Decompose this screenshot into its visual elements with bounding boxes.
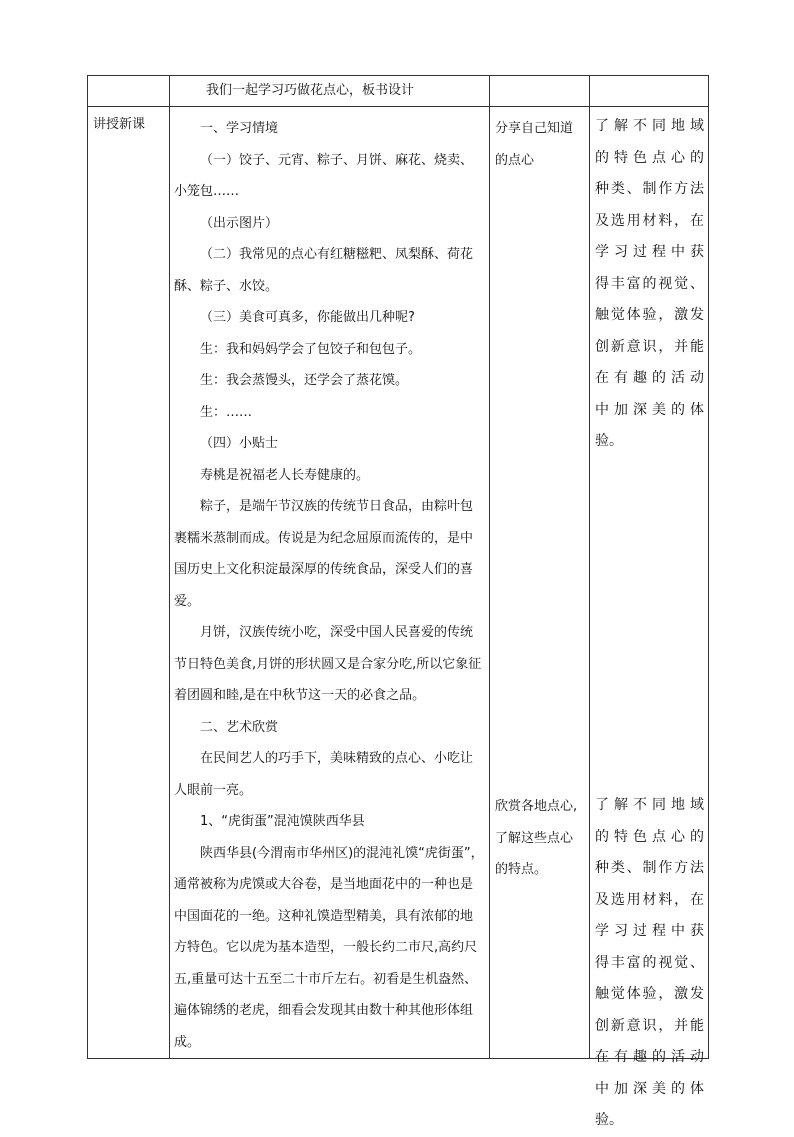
design-purpose-cell <box>590 107 709 1128</box>
purpose-line: 学习过程中获 <box>595 244 704 260</box>
header-row <box>88 76 709 107</box>
student-activity-line: 的点心 <box>495 152 535 168</box>
purpose-line: 创新意识，并能 <box>595 1017 704 1034</box>
purpose-line: 了解不同地域 <box>595 118 704 134</box>
content-paragraph: 月饼，汉族传统小吃，深受中国人民喜爱的传统节日特色美食,月饼的形状圆又是合家分吃,所以它象征着团圆和睦,是在中秋节这一天的必食之品。 <box>174 625 482 703</box>
content-paragraph: （一）饺子、元宵、粽子、月饼、麻花、烧卖、小笼包…… <box>174 152 474 199</box>
purpose-line: 中加深美的体 <box>595 401 704 418</box>
purpose-line: 中加深美的体 <box>595 1080 704 1097</box>
content-paragraph: （三）美食可真多，你能做出几种呢? <box>200 310 415 325</box>
student-activity-block-1 <box>495 113 586 176</box>
purpose-line: 得丰富的视觉、 <box>595 275 704 292</box>
content-paragraph: 生：我和妈妈学会了包饺子和包包子。 <box>200 341 422 357</box>
content-paragraph: （出示图片） <box>200 215 279 231</box>
board-design-title: 我们一起学习巧做花点心，板书设计 <box>170 76 490 107</box>
lesson-plan-table <box>87 75 709 1128</box>
purpose-line: 创新意识，并能 <box>595 338 704 355</box>
category-cell: 讲授新课 <box>88 107 170 1059</box>
purpose-line: 学习过程中获 <box>595 923 704 939</box>
purpose-line: 验。 <box>595 1112 623 1128</box>
student-activity-line: 欣赏各地点心, <box>495 799 578 814</box>
student-activity-cell <box>490 107 590 1059</box>
purpose-line: 了解不同地域 <box>595 797 704 813</box>
header-empty-cell-4 <box>590 76 709 107</box>
purpose-line: 种类、制作方法 <box>595 181 704 197</box>
content-paragraph: 生：…… <box>200 404 253 420</box>
purpose-line: 种类、制作方法 <box>595 860 704 876</box>
purpose-line: 验。 <box>595 433 623 449</box>
design-purpose-block-2 <box>595 790 704 1137</box>
content-paragraph: 粽子，是端午节汉族的传统节日食品，由粽叶包裹糯米蒸制而成。传说是为纪念屈原而流传的，是中国历史上文化积淀最深厚的传统食品，深受人们的喜爱。 <box>174 499 474 609</box>
content-paragraph: 陕西华县(今渭南市华州区)的混沌礼馍“虎街蛋”，通常被称为虎馍或大谷卷，是当地面花中的一种也是中国面花的一绝。这种礼馍造型精美，具有浓郁的地方特色。它以虎为基本造型，一般长约二市尺,高约尺五,重量可达十五至二十市斤左右。初看是生机盎然、遍体锦绣的老虎，细看会发现其由数十种其他形体组成。 <box>174 845 484 1050</box>
content-paragraph: 在民间艺人的巧手下，美味精致的点心、小吃让人眼前一亮。 <box>174 751 474 798</box>
content-paragraph: （二）我常见的点心有红糖糍粑、凤梨酥、荷花酥、粽子、水饺。 <box>174 247 474 294</box>
purpose-line: 触觉体验，激发 <box>595 307 704 323</box>
student-activity-line: 的特点。 <box>495 862 548 877</box>
purpose-line: 及选用材料，在 <box>595 891 704 908</box>
content-paragraph: 生：我会蒸馒头，还学会了蒸花馍。 <box>200 373 409 388</box>
design-purpose-block-1 <box>595 111 704 458</box>
purpose-line: 的特色点心的 <box>595 828 704 845</box>
content-paragraph: 二、艺术欣赏 <box>200 719 279 735</box>
content-paragraph: （四）小贴士 <box>200 436 279 451</box>
content-paragraph: 一、学习情境 <box>200 121 279 136</box>
header-empty-cell-1 <box>88 76 170 107</box>
header-empty-cell-3 <box>490 76 590 107</box>
student-activity-line: 分享自己知道 <box>495 121 574 136</box>
teaching-content-cell <box>170 107 490 1059</box>
purpose-line: 触觉体验，激发 <box>595 986 704 1002</box>
student-activity-line: 了解这些点心 <box>495 830 574 846</box>
purpose-line: 及选用材料，在 <box>595 212 704 229</box>
purpose-line: 在有趣的活动 <box>595 1049 704 1065</box>
content-paragraph: 寿桃是祝福老人长寿健康的。 <box>200 467 370 483</box>
teaching-row <box>88 107 709 1059</box>
purpose-line: 的特色点心的 <box>595 149 704 166</box>
purpose-line: 得丰富的视觉、 <box>595 954 704 971</box>
content-paragraph: 1、“虎街蛋”混沌馍陕西华县 <box>200 814 365 829</box>
purpose-line: 在有趣的活动 <box>595 370 704 386</box>
student-activity-block-2 <box>495 791 586 886</box>
